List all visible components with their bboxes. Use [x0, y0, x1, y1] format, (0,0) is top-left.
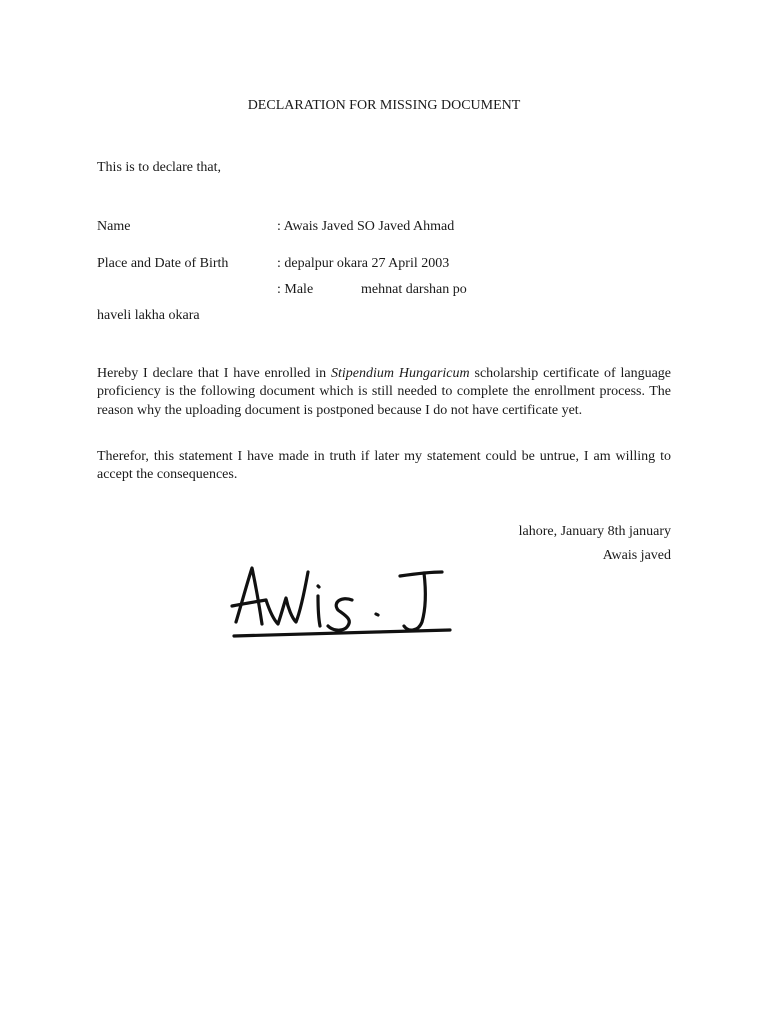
signer-name: Awais javed: [602, 548, 671, 563]
page-title: DECLARATION FOR MISSING DOCUMENT: [247, 98, 521, 113]
signature-image: [228, 560, 460, 642]
declaration-text-start: Hereby I declare that I have enrolled in: [97, 366, 331, 381]
address-part2: haveli lakha okara: [97, 308, 200, 323]
place-date: lahore, January 8th january: [518, 524, 671, 539]
declaration-paragraph: [97, 365, 671, 420]
gender-value: : Male: [277, 282, 314, 297]
address-part1: mehnat darshan po: [361, 282, 467, 297]
birth-value: : depalpur okara 27 April 2003: [277, 256, 450, 271]
name-label: Name: [97, 219, 131, 234]
program-name: Stipendium Hungaricum: [331, 366, 470, 381]
statement-paragraph: Therefor, this statement I have made in truth if later my statement could be untrue, I am willing to accept the consequences.: [97, 449, 671, 483]
intro-text: This is to declare that,: [97, 160, 222, 175]
declaration-text-end: scholarship certificate of language proficiency is the following document which is still needed to complete the enrollment process. The reason why the uploading document is postponed because I do not have certificate yet.: [97, 366, 671, 418]
name-value: : Awais Javed SO Javed Ahmad: [277, 219, 455, 234]
birth-label: Place and Date of Birth: [97, 256, 229, 271]
